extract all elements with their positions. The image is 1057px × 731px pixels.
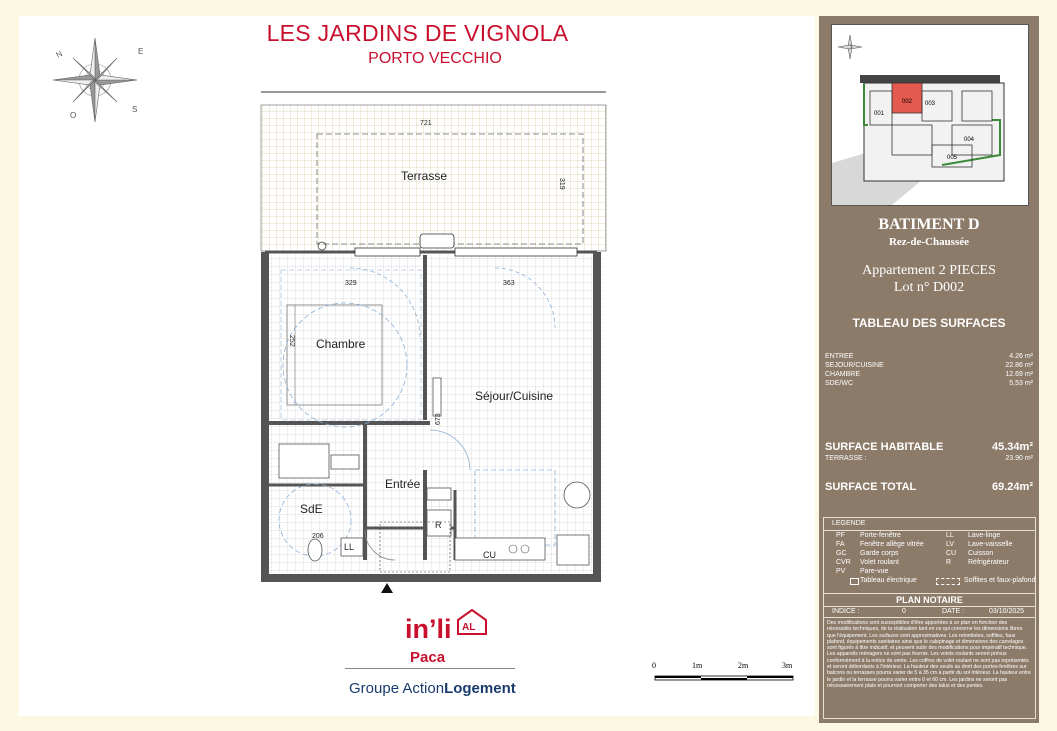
scale-bar	[650, 658, 800, 688]
toilet-icon	[308, 539, 322, 561]
apartment-type: Appartement 2 PIECES	[862, 263, 996, 278]
electrical-panel-legend-icon	[850, 578, 859, 585]
building-minimap	[831, 24, 1029, 206]
fixture-label-r: R	[435, 520, 442, 530]
room-label-chambre: Chambre	[316, 337, 366, 351]
storage-unit	[557, 535, 589, 565]
legend-box: LEGENDE PF Porte-fenêtre FA Fenêtre allège vitrée GC Garde corps CVR Volet roulant PV Pare-vue Tableau électrique LL Lave-linge LV Lave-vaisselle CU Cuisson R Réfrigérateur Soffites et faux-plafond PLAN NOTAIRE INDICE : 0 DATE : 03/10/2025 Des modifications sont susceptibles d'être apportées à ce plan en fonction des nécessités techniques, de la réalisation tant en ce qui concerne les dimensions libres que l'équipement. Les surfaces sont approximatives. Les retombées, soffites, faux plafond, équipements sanitaires ainsi que le calepinage et dimensions des carrelages sont figurés à titre indicatif, et peuvent subir des modifications pour impératif technique. Les appareils ménagers ne sont pas fournis. Les volets roulants seront prévus conformément à la notice de vente. Les coffres de volet roulant ne sont pas représentés et seront débordants à l'intérieur. La hauteur des seuils au droit des portes-fenêtres sur balcons ou terrasses pourra varier de 5 à 35 cm à partir du sol intérieur. La hauteur entre le jardin et la terrasse pourra varier entre 0 et 60 cm. Les jardins ne seront pas nécessairement plats et pourront comporter des talus et des pentes.	[823, 517, 1036, 719]
entrance-arrow-icon	[381, 583, 393, 593]
dim-673: 673	[435, 413, 442, 425]
plan-notaire-title: PLAN NOTAIRE	[824, 593, 1035, 607]
total-value: 69.24m²	[992, 481, 1033, 493]
indice-date-row: INDICE : 0 DATE : 03/10/2025	[824, 606, 1035, 618]
radiator-icon	[433, 378, 441, 416]
scale-tick-2: 2m	[738, 661, 749, 670]
terrasse-value: 23.90 m²	[1005, 455, 1033, 462]
habitable-label: SURFACE HABITABLE	[825, 441, 944, 453]
logo-al: AL	[462, 622, 476, 633]
compass-label-s: S	[132, 105, 138, 114]
surfaces-table-title: TABLEAU DES SURFACES	[852, 316, 1006, 330]
room-label-sejour: Séjour/Cuisine	[475, 389, 554, 403]
minimap-lot-005: 005	[947, 155, 958, 161]
compass-rose-icon	[40, 30, 150, 130]
info-panel	[819, 16, 1039, 723]
compass-label-o: O	[70, 111, 77, 120]
shower-icon	[279, 444, 329, 478]
surface-row: ENTREE 4.26 m²	[825, 353, 1033, 360]
fixture-label-ll: LL	[344, 542, 355, 552]
round-table-icon	[564, 482, 590, 508]
minimap-lot-001: 001	[874, 111, 885, 117]
building-name: BATIMENT D	[878, 216, 980, 233]
room-label-terrasse: Terrasse	[401, 169, 448, 183]
surface-row: SEJOUR/CUISINE 22.86 m²	[825, 362, 1033, 369]
terrace-table-icon	[420, 234, 454, 248]
project-city: PORTO VECCHIO	[368, 50, 502, 67]
dim-206: 206	[312, 533, 324, 540]
dim-363: 363	[503, 280, 515, 287]
surfaces-table	[825, 352, 1033, 388]
minimap-lot-highlight	[892, 83, 922, 113]
lot-number: Lot n° D002	[893, 280, 965, 295]
kitchen-counter	[455, 538, 545, 560]
groupe-action-logement: Groupe ActionLogement	[349, 680, 516, 697]
room-label-sde: SdE	[300, 502, 323, 516]
logo-divider	[345, 668, 515, 669]
dim-252: 252	[288, 335, 295, 347]
logo-region: Paca	[410, 649, 446, 666]
logo-brand: in’li	[405, 614, 452, 644]
soffit-legend-icon	[936, 578, 960, 585]
surface-row: CHAMBRE 12.69 m²	[825, 371, 1033, 378]
electrical-panel-icon	[427, 488, 451, 500]
minimap-lot-003: 003	[925, 101, 936, 107]
scale-tick-0: 0	[652, 661, 656, 670]
scale-tick-3: 3m	[782, 661, 793, 670]
minimap-compass-icon	[838, 35, 862, 59]
room-label-entree: Entrée	[385, 477, 421, 491]
dim-721: 721	[420, 120, 432, 127]
compass-label-e: E	[138, 47, 144, 56]
terrasse-label: TERRASSE :	[825, 455, 867, 462]
legal-notice: Des modifications sont susceptibles d'être apportées à ce plan en fonction des nécessités techniques, de la réalisation tant en ce qui concerne les dimensions libres que l'équipement. Les surfaces sont approximatives. Les retombées, soffites, faux plafond, équipements sanitaires ainsi que le calepinage et dimensions des carrelages sont figurés à titre indicatif, et peuvent subir des modifications pour impératif technique. Les appareils ménagers ne sont pas fournis. Les volets roulants seront prévus conformément à la notice de vente. Les coffres de volet roulant ne sont pas représentés et seront débordants à l'intérieur. La hauteur des seuils au droit des portes-fenêtres sur balcons ou terrasses pourra varier de 5 à 35 cm à partir du sol intérieur. La hauteur entre le jardin et la terrasse pourra varier entre 0 et 60 cm. Les jardins ne seront pas nécessairement plats et pourront comporter des talus et des pentes.	[827, 620, 1031, 689]
sink-icon	[331, 455, 359, 469]
minimap-lot-002: 002	[902, 99, 913, 105]
dim-319: 319	[558, 178, 565, 190]
fixture-label-cu: CU	[483, 550, 496, 560]
minimap-lot-004: 004	[964, 137, 975, 143]
project-title: LES JARDINS DE VIGNOLA	[266, 20, 569, 46]
floor-plan	[255, 90, 615, 605]
total-label: SURFACE TOTAL	[825, 481, 917, 493]
dim-329: 329	[345, 280, 357, 287]
habitable-value: 45.34m²	[992, 441, 1033, 453]
surface-row: SDE/WC 5,53 m²	[825, 380, 1033, 387]
legend-title: LEGENDE	[824, 518, 1035, 531]
compass-label-n: N	[54, 49, 65, 60]
inli-logo	[400, 608, 495, 648]
surface-summary	[825, 441, 1033, 495]
scale-tick-1: 1m	[692, 661, 703, 670]
building-level: Rez-de-Chaussée	[888, 236, 970, 248]
